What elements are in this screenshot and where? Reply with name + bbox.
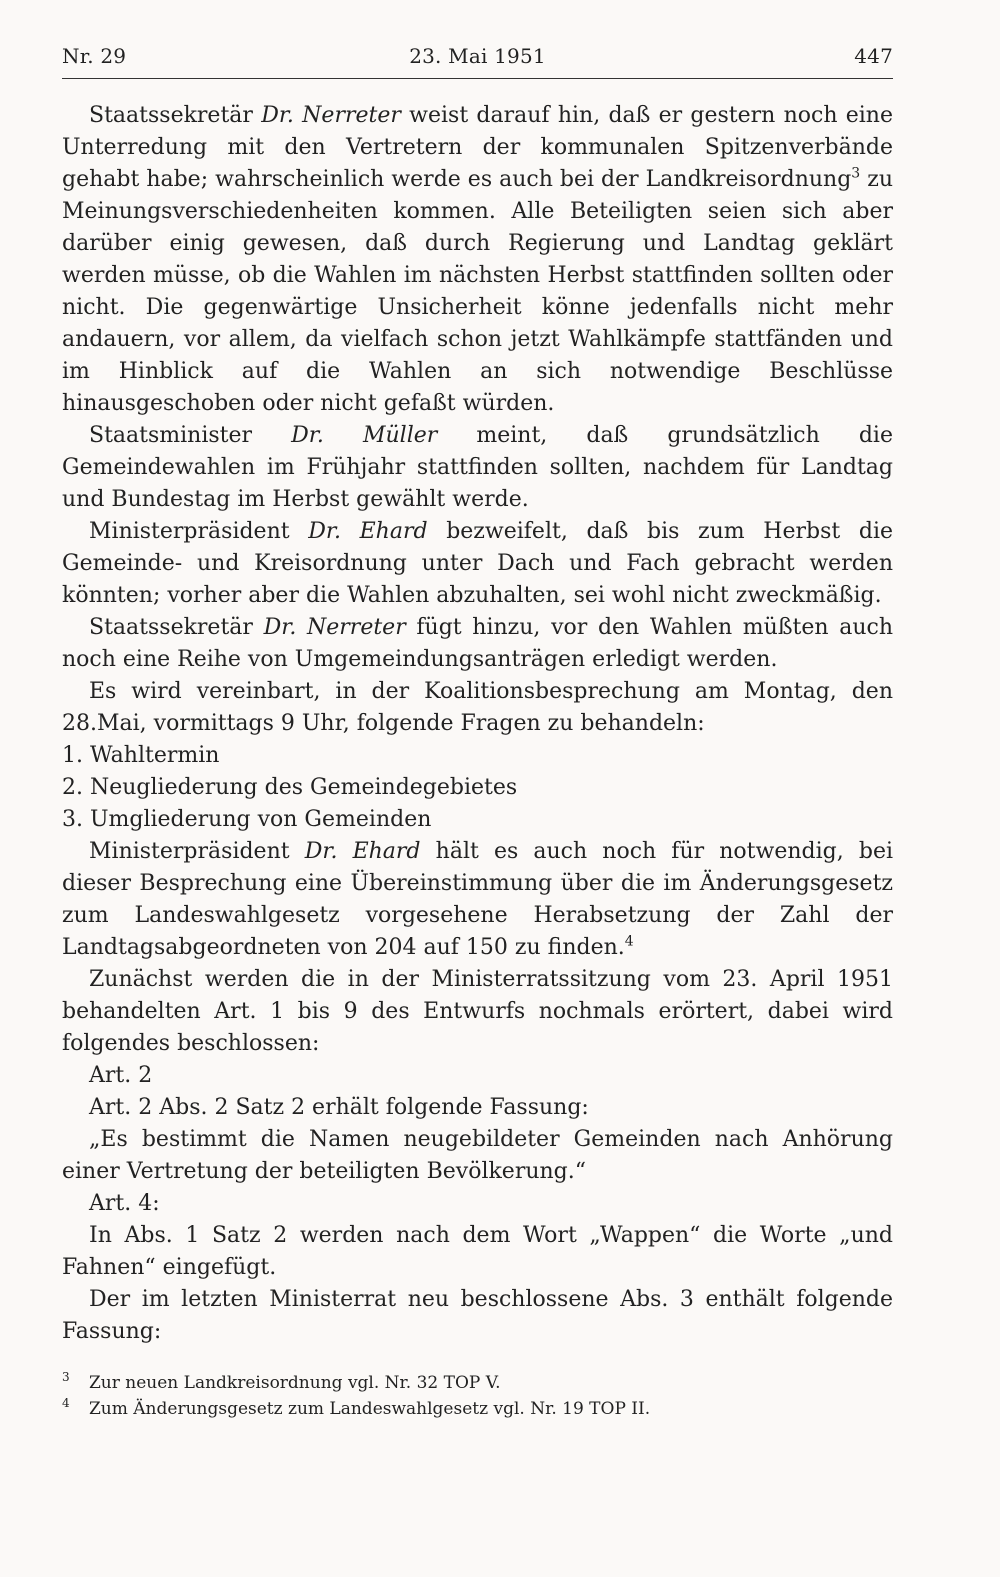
paragraph-nerreter-statement bbox=[62, 100, 893, 420]
speaker-title: Ministerpräsident bbox=[89, 839, 305, 864]
footnote-number: 4 bbox=[62, 1396, 70, 1410]
article-heading: Art. 4: bbox=[89, 1191, 160, 1216]
paragraph-text: bezweifelt, daß bis zum Herbst die Gemeinde- und Kreisordnung unter Dach und Fach gebracht werden könnten; vorher aber die Wahlen abzuhalten, sei wohl nicht zweckmäßig. bbox=[62, 519, 893, 608]
list-item: 2. Neugliederung des Gemeindegebietes bbox=[62, 775, 518, 800]
page-date: 23. Mai 1951 bbox=[409, 44, 546, 68]
footnote-ref: 3 bbox=[851, 165, 861, 182]
speaker-title: Staatssekretär bbox=[89, 615, 264, 640]
footnote-item bbox=[62, 1396, 893, 1422]
paragraph-text: meint, daß grundsätzlich die Gemeindewahlen im Frühjahr stattfinden sollten, nachdem für Landtag und Bundestag im Herbst gewählt werde. bbox=[62, 423, 893, 512]
paragraph-agreement: Es wird vereinbart, in der Koalitionsbesprechung am Montag, den 28.Mai, vormittags 9 Uhr, folgende Fragen zu behandeln: bbox=[62, 679, 893, 736]
list-item: 1. Wahltermin bbox=[62, 743, 220, 768]
paragraph-ehard-statement bbox=[62, 516, 893, 612]
footnote-text: Zur neuen Landkreisordnung vgl. Nr. 32 TOP V. bbox=[89, 1373, 501, 1393]
paragraph-text: fügt hinzu, vor den Wahlen müßten auch noch eine Reihe von Umgemeindungsanträgen erledigt werden. bbox=[62, 615, 893, 672]
body-text bbox=[62, 100, 893, 1348]
footnote-ref: 4 bbox=[624, 933, 634, 950]
paragraph-mueller-statement bbox=[62, 420, 893, 516]
speaker-title: Staatsminister bbox=[89, 423, 292, 448]
paragraph-text: hält es auch noch für notwendig, bei dieser Besprechung eine Übereinstimmung über die im Änderungsgesetz zum Landeswahlgesetz vorgesehene Herabsetzung der Zahl der Landtagsabgeordneten von 204 auf 150 zu finden. bbox=[62, 839, 893, 960]
speaker-title: Staatssekretär bbox=[89, 103, 262, 128]
paragraph-ehard-necessity bbox=[62, 836, 893, 964]
speaker-name: Dr. Ehard bbox=[308, 519, 428, 544]
paragraph-discussion: Zunächst werden die in der Ministerratssitzung vom 23. April 1951 behandelten Art. 1 bis 9 des Entwurfs nochmals erörtert, dabei wird folgendes beschlossen: bbox=[62, 967, 893, 1056]
speaker-name: Dr. Nerreter bbox=[261, 103, 401, 128]
paragraph-art4: In Abs. 1 Satz 2 werden nach dem Wort „Wappen“ die Worte „und Fahnen“ eingefügt. bbox=[62, 1223, 893, 1280]
footnote-number: 3 bbox=[62, 1370, 70, 1384]
paragraph-text: weist darauf hin, daß er gestern noch eine Unterredung mit den Vertretern der kommunalen Spitzenverbände gehabt habe; wahrscheinlich werde es auch bei der Landkreisordnung bbox=[62, 103, 893, 192]
document-number: Nr. 29 bbox=[62, 44, 127, 68]
paragraph-nerreter-addition bbox=[62, 612, 893, 676]
quoted-wording: „Es bestimmt die Namen neugebildeter Gemeinden nach Anhörung einer Vertretung der beteiligten Bevölkerung.“ bbox=[62, 1127, 893, 1184]
speaker-name: Dr. Ehard bbox=[304, 839, 421, 864]
footnote-item bbox=[62, 1370, 893, 1396]
article-heading: Art. 2 bbox=[89, 1063, 153, 1088]
page-number: 447 bbox=[854, 44, 893, 68]
page-header bbox=[62, 44, 893, 74]
speaker-name: Dr. Nerreter bbox=[263, 615, 406, 640]
paragraph-art2: Art. 2 Abs. 2 Satz 2 erhält folgende Fassung: bbox=[89, 1095, 589, 1120]
footnotes bbox=[62, 1370, 893, 1422]
paragraph-text: zu Meinungsverschiedenheiten kommen. Alle Beteiligten seien sich aber darüber einig gewesen, daß durch Regierung und Landtag geklärt werden müsse, ob die Wahlen im nächsten Herbst stattfinden sollten oder nicht. Die gegenwärtige Unsicherheit könne jedenfalls nicht mehr andauern, vor allem, da vielfach schon jetzt Wahlkämpfe stattfänden und im Hinblick auf die Wahlen an sich notwendige Beschlüsse hinausgeschoben oder nicht gefaßt würden. bbox=[62, 167, 893, 416]
paragraph-abs3: Der im letzten Ministerrat neu beschlossene Abs. 3 enthält folgende Fassung: bbox=[62, 1287, 893, 1344]
list-item: 3. Umgliederung von Gemeinden bbox=[62, 807, 432, 832]
speaker-title: Ministerpräsident bbox=[89, 519, 309, 544]
footnote-text: Zum Änderungsgesetz zum Landeswahlgesetz vgl. Nr. 19 TOP II. bbox=[89, 1399, 651, 1419]
speaker-name: Dr. Müller bbox=[291, 423, 438, 448]
header-rule bbox=[62, 78, 893, 79]
